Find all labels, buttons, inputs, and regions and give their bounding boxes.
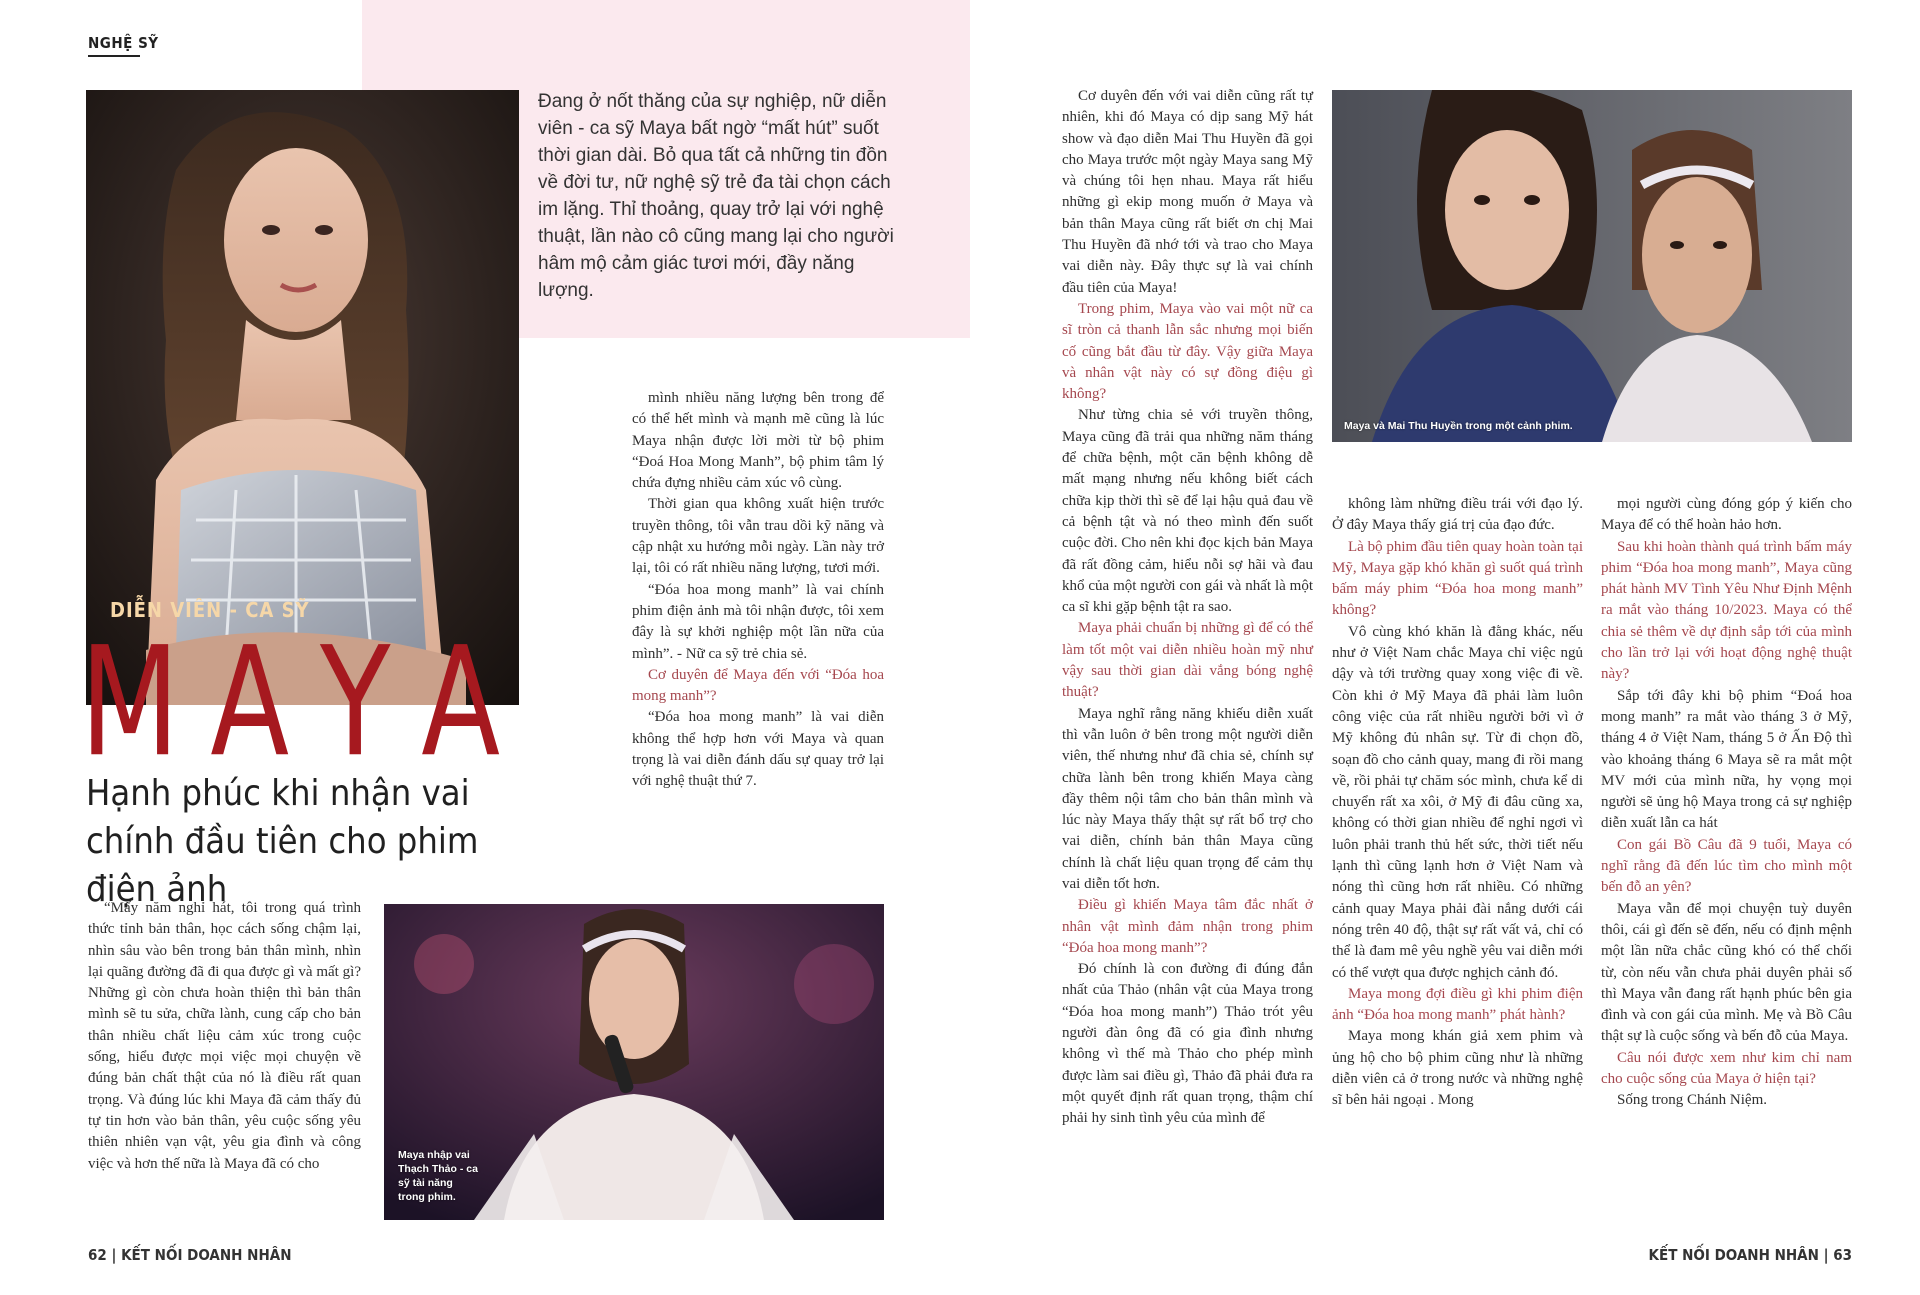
name-letter: A bbox=[421, 615, 500, 791]
interview-question: Câu nói được xem như kim chỉ nam cho cuộc sống của Maya ở hiện tại? bbox=[1601, 1049, 1852, 1088]
singer-photo-caption: Maya nhập vai Thạch Thảo - ca sỹ tài năng trong phim. bbox=[398, 1149, 478, 1203]
body-paragraph: Vô cùng khó khăn là đằng khác, nếu như ở Việt Nam chắc Maya chỉ việc ngủ dậy và tới trường quay xong việc đi về. Còn khi ở Mỹ Maya đã phải làm luôn công việc của rất nhiều người bởi vì ở Mỹ không đủ nhân sự. Từ đi chọn đồ, soạn đồ cho cảnh quay, mang đi rồi mang về, rồi phải tự chăm sóc mình, chưa kể di chuyển rất xa xôi, ở Mỹ đi đâu cũng xa, không có thời gian nhiều để nghỉ ngơi vì luôn phải tranh thủ hết sức, thời tiết nếu lạnh thì cũng lạnh hơn ở Việt Nam và nóng thì cũng hơn rất nhiều. Có những cảnh quay Maya phải đài nắng dưới cái nóng trên 40 độ, thật sự rất vất vả, chỉ có thể là đam mê yêu nghề yêu vai diễn mới có thể vượt qua được nghịch cảnh đó. bbox=[1332, 623, 1583, 981]
article-headline: Hạnh phúc khi nhận vai chính đầu tiên cho phim điện ảnh bbox=[86, 773, 479, 910]
section-tag: NGHỆ SỸ bbox=[88, 34, 159, 52]
body-column-3 bbox=[1062, 86, 1313, 1130]
body-paragraph: Cơ duyên đến với vai diễn cũng rất tự nhiên, khi đó Maya có dịp sang Mỹ hát show và đạo diễn Mai Thu Huyền đã gọi cho Maya trước một ngày Maya sang Mỹ và chúng tôi hẹn nhau. Maya rất hiểu những gì ekip mong muốn ở Maya và bản thân Maya cũng rất biết ơn chị Mai Thu Huyền đã nhớ tới và trao cho Maya vai diễn này. Đây thực sự là vai chính đầu tiên của Maya! bbox=[1062, 88, 1313, 296]
body-column-4 bbox=[1332, 494, 1583, 1112]
body-column-5 bbox=[1601, 494, 1852, 1112]
body-paragraph: “Đóa hoa mong manh” là vai chính phim điện ảnh mà tôi nhận được, tôi xem đây là sự khởi nghiệp một lần nữa của mình”. - Nữ ca sỹ trẻ chia sẻ. bbox=[632, 581, 884, 662]
body-column-2 bbox=[632, 388, 884, 793]
body-paragraph: Sắp tới đây khi bộ phim “Đoá hoa mong manh” ra mắt vào tháng 3 ở Mỹ, tháng 4 ở Việt Nam, tháng 5 ở Ấn Độ thì vào khoảng tháng 6 Maya sẽ ra mắt một MV mới của mình nữa, hy vọng mọi người sẽ ủng hộ Maya trong cả sự nghiệp diễn xuất lẫn ca hát bbox=[1601, 687, 1852, 832]
body-paragraph: Đó chính là con đường đi đúng đắn nhất của Thảo (nhân vật của Maya trong “Đóa hoa mong manh”) Thảo trót yêu người đàn ông đã có gia đình nhưng không vì thế mà Thảo cho phép mình được làm sai điều gì, Thảo đã phải đưa ra một quyết định rất quan trọng, thậm chí phải hy sinh tình yêu của mình để bbox=[1062, 961, 1313, 1127]
body-paragraph: mọi người cùng đóng góp ý kiến cho Maya để có thể hoàn hảo hơn. bbox=[1601, 496, 1852, 534]
interview-question: Maya phải chuẩn bị những gì để có thể làm tốt một vai diễn nhiều hoàn mỹ như vậy sau thời gian dài vắng bóng nghệ thuật? bbox=[1062, 620, 1313, 701]
big-name-title bbox=[80, 615, 500, 791]
interview-question: Cơ duyên để Maya đến với “Đóa hoa mong manh”? bbox=[632, 666, 884, 705]
interview-question: Sau khi hoàn thành quá trình bấm máy phim “Đóa hoa mong manh”, Maya cũng phát hành MV Tình Yêu Như Định Mệnh ra mắt vào tháng 10/2023. Maya có thể chia sẻ thêm về dự định sắp tới của mình cho lần trở lại với hoạt động nghệ thuật này? bbox=[1601, 538, 1852, 683]
interview-question: Con gái Bồ Câu đã 9 tuổi, Maya có nghĩ rằng đã đến lúc tìm cho mình một bến đỗ an yên? bbox=[1601, 836, 1852, 896]
name-letter: Y bbox=[320, 615, 391, 791]
role-label: DIỄN VIÊN - CA SỸ bbox=[110, 598, 310, 622]
lead-paragraph: Đang ở nốt thăng của sự nghiệp, nữ diễn viên - ca sỹ Maya bất ngờ “mất hút” suốt thời gian dài. Bỏ qua tất cả những tin đồn về đời tư, nữ nghệ sỹ trẻ đa tài chọn cách im lặng. Thỉ thoảng, quay trở lại với nghệ thuật, lần nào cô cũng mang lại cho người hâm mộ cảm giác tươi mới, đầy năng lượng. bbox=[538, 91, 894, 301]
interview-question: Trong phim, Maya vào vai một nữ ca sĩ tròn cả thanh lẫn sắc nhưng mọi biến cố cũng bắt đầu từ đây. Vậy giữa Maya và nhân vật này có sự đồng điệu gì không? bbox=[1062, 300, 1313, 403]
body-paragraph: không làm những điều trái với đạo lý. Ở đây Maya thấy giá trị của đạo đức. bbox=[1332, 496, 1583, 534]
page-number-left: 62 | KẾT NỐI DOANH NHÂN bbox=[88, 1246, 292, 1264]
body-paragraph: “Mấy năm nghỉ hát, tôi trong quá trình thức tỉnh bản thân, học cách sống chậm lại, nhìn sâu vào bên trong bản thân mình, nhìn lại quãng đường đã đi qua được gì và mất gì? Những gì còn chưa hoàn thiện thì bản thân mình sẽ tu sửa, chữa lành, cung cấp cho bản thân nhiều chất liệu cảm xúc trong cuộc sống, hiểu được mọi việc mọi chuyện về đúng bản chất thật của nó là điều rất quan trọng. Và đúng lúc khi Maya đã cảm thấy đủ tự tin hơn vào bản thân, yêu cuộc sống yêu thiên nhiên vạn vật, yêu gia đình và công việc và hơn thế nữa là Maya đã có cho bbox=[88, 900, 361, 1172]
duo-photo-caption: Maya và Mai Thu Huyền trong một cảnh phim. bbox=[1344, 420, 1573, 432]
interview-question: Điều gì khiến Maya tâm đắc nhất ở nhân vật mình đảm nhận trong phim “Đóa hoa mong manh”? bbox=[1062, 897, 1313, 956]
duo-scene-photo bbox=[1332, 90, 1852, 442]
body-paragraph: Sống trong Chánh Niệm. bbox=[1617, 1092, 1767, 1109]
body-paragraph: Như từng chia sẻ với truyền thông, Maya cũng đã trải qua những năm tháng để chữa bệnh, một căn bệnh không dễ mất mạng nhưng nếu không biết cách chữa kịp thời thì sẽ để lại hậu quả đau về cả bệnh tật và nó theo mình đến suốt cuộc đời. Cho nên khi đọc kịch bản Maya đã rất đồng cảm, hiểu nỗi sợ hãi và đau khổ của một người con gái và nhất là một ca sĩ khi gặp bệnh tật ra sao. bbox=[1062, 407, 1313, 616]
page-number-right: KẾT NỐI DOANH NHÂN | 63 bbox=[1648, 1246, 1852, 1264]
body-column-1 bbox=[88, 898, 361, 1175]
body-paragraph: “Đóa hoa mong manh” là vai diễn không thể hợp hơn với Maya và quan trọng là vai diễn đánh dấu sự quay trở lại với nghệ thuật thứ 7. bbox=[632, 709, 884, 790]
body-paragraph: Maya mong khán giả xem phim và ủng hộ cho bộ phim cũng như là những diễn viên cả ở trong nước và những nghệ sĩ bên hải ngoại . Mong bbox=[1332, 1028, 1583, 1109]
interview-question: Maya mong đợi điều gì khi phim điện ảnh “Đóa hoa mong manh” phát hành? bbox=[1332, 985, 1583, 1024]
name-letter: A bbox=[210, 615, 290, 791]
body-paragraph: Maya nghĩ rằng năng khiếu diễn xuất thì vẫn luôn ở bên trong một người diễn viên, thế nhưng như đã chia sẻ, chính sự chữa lành bên trong khiến Maya càng đầy thêm nội tâm cho bản thân mình và lúc này Maya thấy thật sự rất bổ trợ cho vai diễn, chính bản thân Maya cũng chính là chất liệu quan trọng để cảm thụ vai diễn tốt hơn. bbox=[1062, 705, 1313, 892]
body-paragraph: mình nhiều năng lượng bên trong để có thể hết mình và mạnh mẽ cũng là lúc Maya nhận được lời mời từ bộ phim “Đoá Hoa Mong Manh”, bộ phim tâm lý chứa đựng nhiều cảm xúc vô cùng. bbox=[632, 390, 884, 492]
body-paragraph: Thời gian qua không xuất hiện trước truyền thông, tôi vẫn trau dồi kỹ năng và cập nhật xu hướng mỗi ngày. Lần này trở lại, tôi có rất nhiều năng lượng, tươi mới. bbox=[632, 496, 884, 577]
body-paragraph: Maya vẫn để mọi chuyện tuỳ duyên thôi, cái gì đến sẽ đến, nếu có định mệnh một lần nữa chắc cũng khó có thể chối từ, còn nếu vẫn chưa phải duyên phải số thì Maya vẫn đang rất hạnh phúc bên gia đình và con gái của mình. Mẹ và Bồ Câu thật sự là cuộc sống và bến đỗ của Maya. bbox=[1601, 900, 1852, 1045]
name-letter: M bbox=[80, 615, 180, 791]
interview-question: Là bộ phim đầu tiên quay hoàn toàn tại Mỹ, Maya gặp khó khăn gì suốt quá trình bấm máy phim “Đóa hoa mong manh” không? bbox=[1332, 538, 1583, 619]
